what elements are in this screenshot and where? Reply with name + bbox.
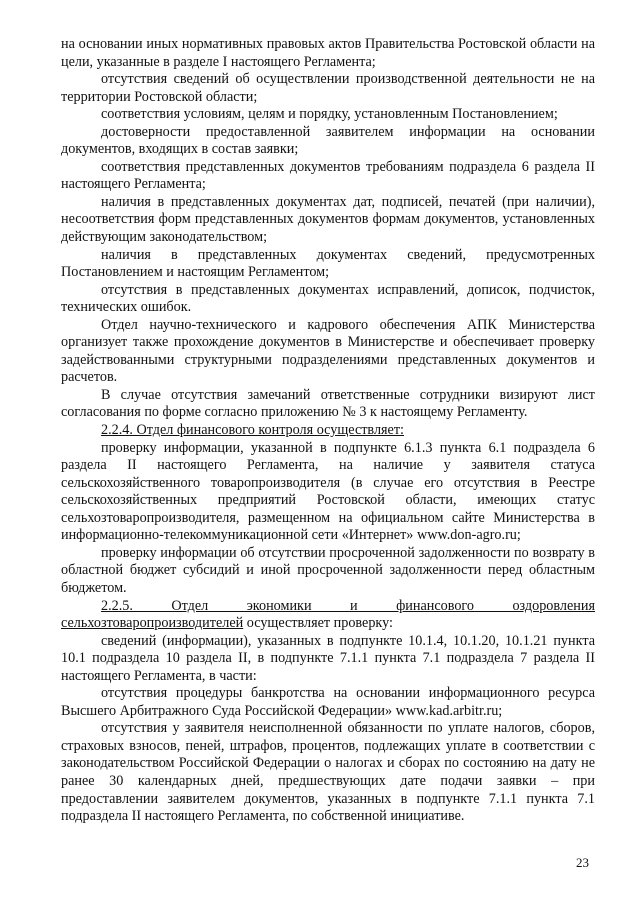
- document-page: [61, 36, 595, 826]
- paragraph-6: наличия в представленных документах дат, подписей, печатей (при наличии), несоответствия форм представленных документов формам документов, установленных действующим законодательством;: [61, 193, 595, 246]
- section-heading-2-2-5-underlined: 2.2.5. Отдел экономики и финансового оздоровления сельхозтоваропроизводителей: [61, 597, 595, 632]
- paragraph-4: достоверности предоставленной заявителем информации на основании документов, входящих в состав заявки;: [61, 123, 595, 158]
- paragraph-9: Отдел научно-технического и кадрового обеспечения АПК Министерства организует также прохождение документов в Министерстве и обеспечивает проверку задействованными структурными подразделениями представленных документов и расчетов.: [61, 316, 595, 386]
- paragraph-5: соответствия представленных документов требованиям подраздела 6 раздела II настоящего Регламента;: [61, 158, 595, 193]
- section-heading-2-2-4: 2.2.4. Отдел финансового контроля осуществляет:: [101, 422, 404, 439]
- paragraph-3: соответствия условиям, целям и порядку, установленным Постановлением;: [101, 106, 558, 123]
- paragraph-7: наличия в представленных документах сведений, предусмотренных Постановлением и настоящим Регламентом;: [61, 246, 595, 281]
- paragraph-12: проверку информации, указанной в подпункте 6.1.3 пункта 6.1 подраздела 6 раздела II настоящего Регламента, на наличие у заявителя статуса сельскохозяйственного товаропроизводителя (в случае его отсутствия в Реестре сельскохозяйственных предприятий Ростовской области, имеющих статус сельхозтоваропроизводителя, размещенном на официальном сайте Министерства в информационно-телекоммуникационной сети «Интернет» www.don-agro.ru;: [61, 439, 595, 544]
- section-heading-2-2-5-rest: осуществляет проверку:: [243, 615, 393, 632]
- paragraph-16: отсутствия процедуры банкротства на основании информационного ресурса Высшего Арбитражного Суда Российской Федерации» www.kad.arbitr.ru;: [61, 685, 595, 719]
- paragraph-17: отсутствия у заявителя неисполненной обязанности по уплате налогов, сборов, страховых взносов, пеней, штрафов, процентов, подлежащих уплате в соответствии с законодательством Российской Федерации о налогах и сборах по состоянию на дату не ранее 30 календарных дней, предшествующих дате подачи заявки – при предоставлении заявителем документов, указанных в подпункте 7.1.1 пункта 7.1 подраздела II настоящего Регламента, по собственной инициативе.: [61, 720, 595, 825]
- paragraph-2: отсутствия сведений об осуществлении производственной деятельности не на территории Ростовской области;: [61, 71, 595, 105]
- page-number: 23: [576, 855, 589, 870]
- paragraph-1: на основании иных нормативных правовых актов Правительства Ростовской области на цели, указанные в разделе I настоящего Регламента;: [61, 36, 595, 70]
- paragraph-15: сведений (информации), указанных в подпункте 10.1.4, 10.1.20, 10.1.21 пункта 10.1 подраздела 10 раздела II, в подпункте 7.1.1 пункта 7.1 подраздела 7 раздела II настоящего Регламента, в части:: [61, 632, 595, 684]
- paragraph-8: отсутствия в представленных документах исправлений, дописок, подчисток, технических ошибок.: [61, 281, 595, 316]
- paragraph-10: В случае отсутствия замечаний ответственные сотрудники визируют лист согласования по форме согласно приложению № 3 к настоящему Регламенту.: [61, 386, 595, 421]
- section-heading-2-2-5: [61, 598, 595, 633]
- paragraph-13: проверку информации об отсутствии просроченной задолженности по возврату в областной бюджет субсидий и иной просроченной задолженности перед областным бюджетом.: [61, 544, 595, 596]
